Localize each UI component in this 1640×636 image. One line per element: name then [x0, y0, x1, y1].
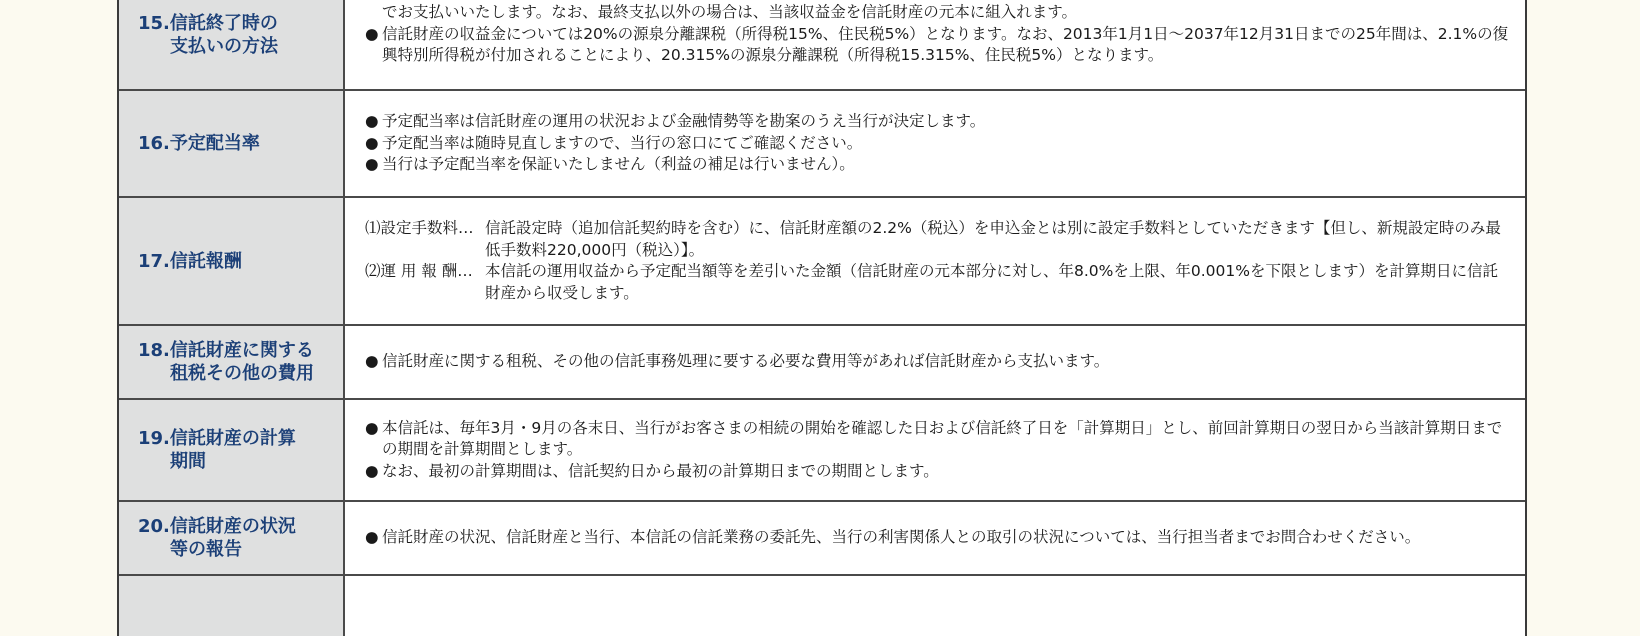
row-heading-17	[119, 198, 345, 324]
heading-line1: 15.信託終了時の	[138, 12, 278, 34]
bullet-item: ● 本信託は、毎年3月・9月の各末日、当行がお客さまの相続の開始を確認した日および信託終了日を「計算期日」とし、前回計算期日の翌日から当該計算期日までの期間を計算期間とします。	[365, 418, 1503, 459]
fee-text: 信託設定時（追加信託契約時を含む）に、信託財産額の2.2%（税込）を申込金とは別に設定手数料としていただきます【但し、新規設定時のみ最低手数料220,000円（税込）】。	[485, 219, 1501, 259]
fee-text: 本信託の運用収益から予定配当額等を差引いた金額（信託財産の元本部分に対し、年8.0%を上限、年0.001%を下限とします）を計算期日に信託財産から収受します。	[485, 262, 1498, 302]
table-row-17	[119, 198, 1525, 326]
bullet-item: ● 信託財産の状況、信託財産と当行、本信託の信託業務の委託先、当行の利害関係人との取引の状況については、当行担当者までお問合わせください。	[365, 528, 1421, 547]
continued-text: でお支払いいたします。なお、最終支払以外の場合は、当該収益金を信託財産の元本に組入れます。	[382, 3, 1078, 21]
row-content-16	[345, 91, 1525, 196]
row-heading-18	[119, 326, 345, 398]
heading-line2: 租税その他の費用	[170, 363, 314, 384]
terms-table	[117, 0, 1527, 636]
fee-item-management	[365, 261, 1509, 304]
heading-line1: 18.信託財産に関する	[138, 340, 314, 361]
heading-line1: 17.信託報酬	[138, 250, 242, 272]
row-content-17	[345, 198, 1525, 324]
bullet-item: ● 予定配当率は信託財産の運用の状況および金融情勢等を勘案のうえ当行が決定します。	[365, 112, 986, 131]
heading-line1: 16.予定配当率	[138, 133, 260, 154]
bullet-item: ● 当行は予定配当率を保証いたしません（利益の補足は行いません）。	[365, 155, 855, 174]
bullet-item: ● 予定配当率は随時見直しますので、当行の窓口にてご確認ください。	[365, 133, 863, 152]
table-row-19	[119, 400, 1525, 502]
fee-label: ⑵運 用 報 酬…	[365, 262, 473, 280]
row-heading-16	[119, 91, 345, 196]
row-heading-20	[119, 502, 345, 574]
row-heading-19	[119, 400, 345, 500]
heading-line1: 19.信託財産の計算	[138, 428, 296, 449]
fee-item-setup	[365, 218, 1509, 261]
table-row-15	[119, 0, 1525, 91]
bullet-item: ● なお、最初の計算期間は、信託契約日から最初の計算期日までの期間とします。	[365, 461, 939, 480]
heading-line1: 20.信託財産の状況	[138, 516, 296, 537]
bullet-item: ● 信託財産に関する租税、その他の信託事務処理に要する必要な費用等があれば信託財産から支払います。	[365, 352, 1110, 371]
row-content-21	[345, 576, 1525, 636]
bullet-item: ● 信託財産の収益金については20%の源泉分離課税（所得税15%、住民税5%）となります。なお、2013年1月1日〜2037年12月31日までの25年間は、2.1%の復興特別所得税が付加されることにより、20.315%の源泉分離課税（所得税15.315%、住民税5%）となります。	[365, 24, 1509, 64]
row-content-20	[345, 502, 1525, 574]
table-row-21	[119, 576, 1525, 636]
row-content-18	[345, 326, 1525, 398]
fee-label: ⑴設定手数料…	[365, 219, 474, 237]
table-row-20	[119, 502, 1525, 576]
heading-line2: 等の報告	[170, 539, 242, 560]
heading-line2: 期間	[170, 451, 206, 472]
table-row-16	[119, 91, 1525, 198]
row-content-15	[345, 0, 1525, 89]
heading-line2: 支払いの方法	[170, 35, 278, 57]
row-content-19	[345, 400, 1525, 500]
row-heading-15	[119, 0, 345, 89]
table-row-18	[119, 326, 1525, 400]
row-heading-21	[119, 576, 345, 636]
